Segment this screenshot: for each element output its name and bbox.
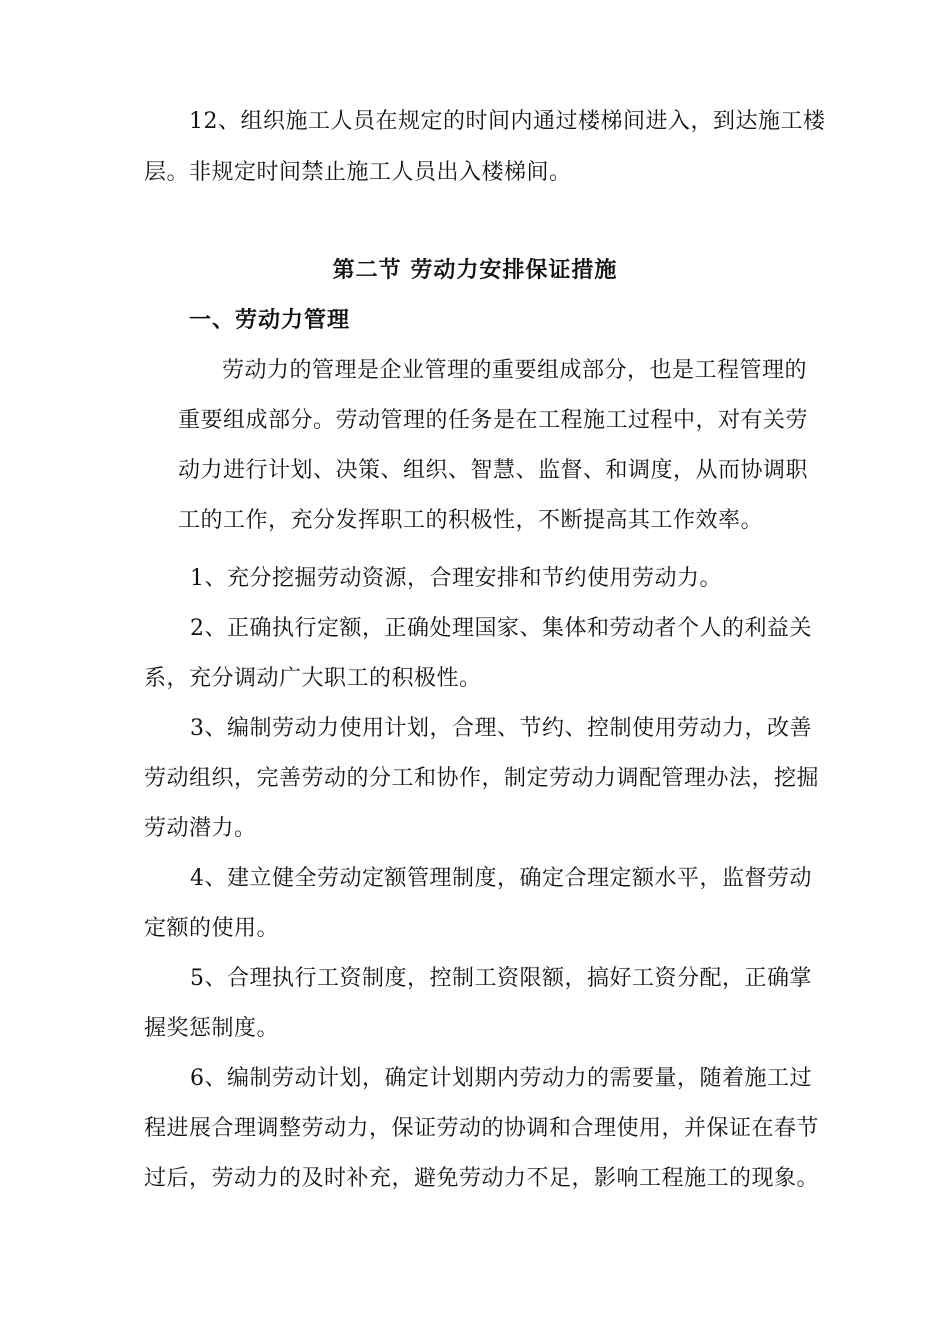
item-6-line-2: 程进展合理调整劳动力，保证劳动的协调和合理使用，并保证在春节 <box>144 1116 820 1141</box>
item-3-line-3: 劳动潜力。 <box>144 816 257 841</box>
item-4-line-2: 定额的使用。 <box>144 916 280 941</box>
item-5-line-2: 握奖惩制度。 <box>144 1016 280 1041</box>
intro-line-4: 工的工作，充分发挥职工的积极性，不断提高其工作效率。 <box>178 508 764 533</box>
item-6-line-3: 过后，劳动力的及时补充，避免劳动力不足，影响工程施工的现象。 <box>144 1166 820 1191</box>
item-4-line-1: 4、建立健全劳动定额管理制度，确定合理定额水平，监督劳动 <box>190 866 812 891</box>
intro-line-1: 劳动力的管理是企业管理的重要组成部分，也是工程管理的 <box>222 358 808 383</box>
subsection-title: 一、劳动力管理 <box>189 308 351 333</box>
item-12-line-2: 层。非规定时间禁止施工人员出入楼梯间。 <box>144 160 572 185</box>
section-title: 第二节 劳动力安排保证措施 <box>332 258 618 283</box>
item-6-line-1: 6、编制劳动计划，确定计划期内劳动力的需要量，随着施工过 <box>190 1066 812 1091</box>
intro-line-2: 重要组成部分。劳动管理的任务是在工程施工过程中，对有关劳 <box>178 408 809 433</box>
item-3-line-1: 3、编制劳动力使用计划，合理、节约、控制使用劳动力，改善 <box>190 716 812 741</box>
item-3-line-2: 劳动组织，完善劳动的分工和协作，制定劳动力调配管理办法，挖掘 <box>144 766 820 791</box>
item-5-line-1: 5、合理执行工资制度，控制工资限额，搞好工资分配，正确掌 <box>190 966 812 991</box>
item-2-line-2: 系，充分调动广大职工的积极性。 <box>144 666 482 691</box>
item-1-line-1: 1、充分挖掘劳动资源，合理安排和节约使用劳动力。 <box>190 566 722 591</box>
intro-line-3: 动力进行计划、决策、组织、智慧、监督、和调度，从而协调职 <box>178 458 809 483</box>
item-2-line-1: 2、正确执行定额，正确处理国家、集体和劳动者个人的利益关 <box>190 616 812 641</box>
item-12-line-1: 12、组织施工人员在规定的时间内通过楼梯间进入，到达施工楼 <box>189 109 826 134</box>
